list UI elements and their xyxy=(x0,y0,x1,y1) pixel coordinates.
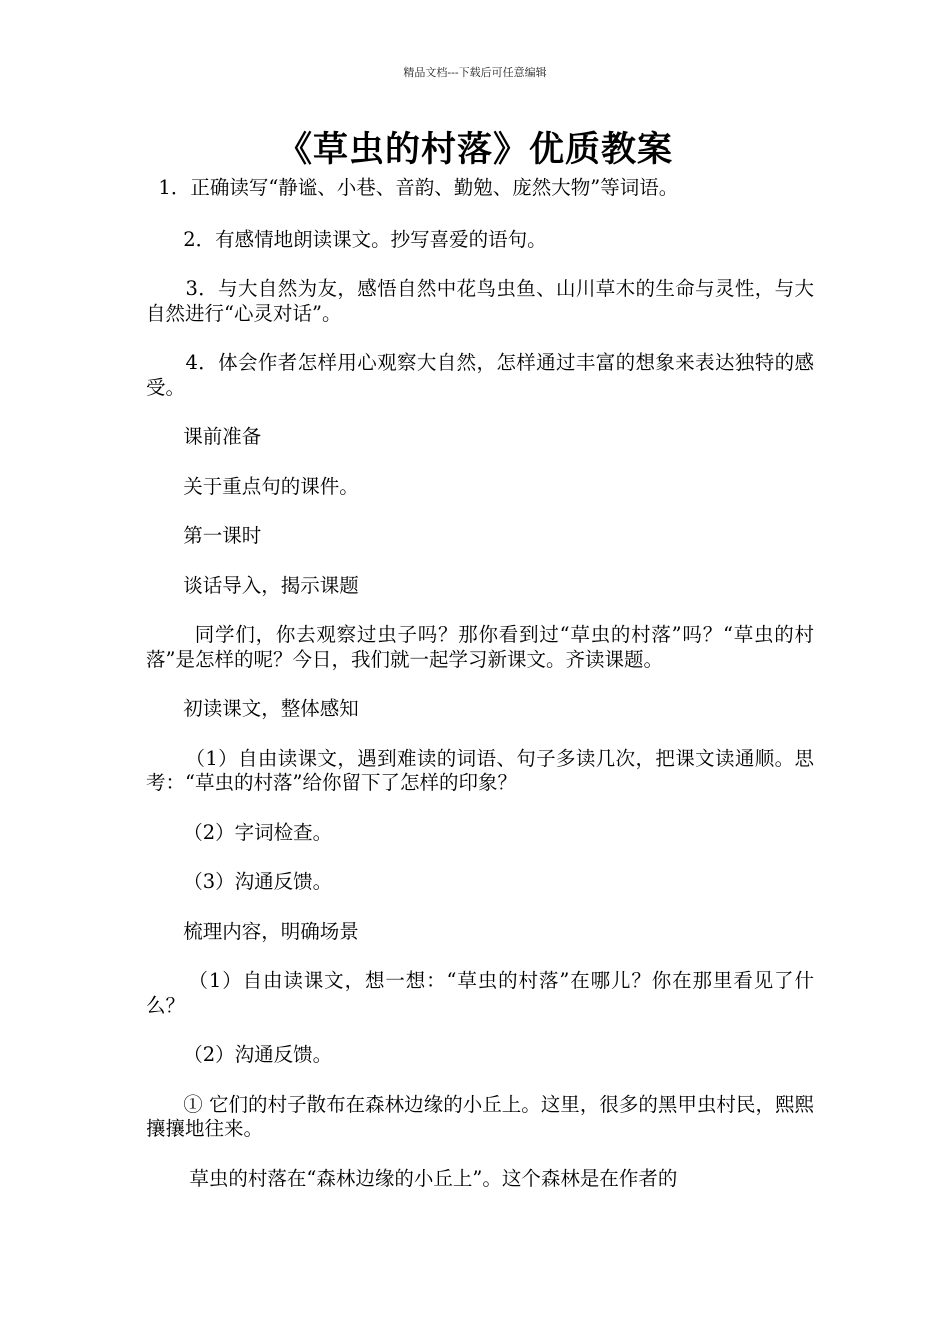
paragraph-indent xyxy=(146,1043,183,1066)
paragraph xyxy=(146,969,814,1018)
paragraph xyxy=(146,574,814,599)
paragraph-indent xyxy=(146,475,183,498)
document-body xyxy=(146,176,814,1216)
paragraph-text: 1．正确读写“静谧、小巷、音韵、勤勉、庞然大物”等词语。 xyxy=(158,176,679,199)
document-title: 《草虫的村落》优质教案 xyxy=(276,129,673,170)
paragraph-indent xyxy=(146,747,185,770)
paragraph xyxy=(146,524,814,549)
paragraph-text: 谈话导入，揭示课题 xyxy=(183,573,359,597)
paragraph xyxy=(146,1043,814,1068)
paragraph-text: 课前准备 xyxy=(183,425,262,448)
paragraph-indent xyxy=(146,1093,183,1116)
paragraph-text: 第一课时 xyxy=(183,524,262,547)
paragraph-indent xyxy=(146,969,189,992)
paragraph xyxy=(146,277,814,326)
paragraph xyxy=(146,821,814,846)
header-note: 精品文档---下载后可任意编辑 xyxy=(403,66,547,79)
paragraph-text: 梳理内容，明确场景 xyxy=(183,919,359,943)
paragraph xyxy=(146,623,814,672)
paragraph-indent xyxy=(146,351,185,374)
paragraph-indent xyxy=(146,176,158,199)
paragraph xyxy=(146,697,814,722)
paragraph-indent xyxy=(146,425,183,448)
paragraph-text: 2．有感情地朗读课文。抄写喜爱的语句。 xyxy=(183,227,547,251)
paragraph-text: 3．与大自然为友，感悟自然中花鸟虫鱼、山川草木的生命与灵性，与大自然进行“心灵对话”。 xyxy=(146,277,814,325)
paragraph-text: 关于重点句的课件。 xyxy=(183,474,359,498)
paragraph xyxy=(146,1093,814,1142)
paragraph-indent xyxy=(146,821,183,844)
paragraph xyxy=(146,475,814,500)
paragraph xyxy=(146,228,814,253)
paragraph-text: （1）自由读课文，遇到难读的词语、句子多读几次，把课文读通顺。思考：“草虫的村落”给你留下了怎样的印象？ xyxy=(146,746,814,794)
paragraph-indent xyxy=(146,1167,189,1190)
paragraph-text: ① 它们的村子散布在森林边缘的小丘上。这里，很多的黑甲虫村民，熙熙攘攘地往来。 xyxy=(146,1092,814,1140)
paragraph-text: （3）沟通反馈。 xyxy=(183,870,333,893)
paragraph-indent xyxy=(146,920,183,943)
paragraph xyxy=(146,425,814,450)
paragraph-text: 同学们，你去观察过虫子吗？那你看到过“草虫的村落”吗？“草虫的村落”是怎样的呢？今日，我们就一起学习新课文。齐读课题。 xyxy=(146,623,814,671)
paragraph-text: 草虫的村落在“森林边缘的小丘上”。这个森林是在作者的 xyxy=(189,1166,678,1190)
paragraph-text: 初读课文，整体感知 xyxy=(183,697,359,720)
paragraph-indent xyxy=(146,623,195,646)
paragraph-indent xyxy=(146,574,183,597)
paragraph-indent xyxy=(146,277,185,300)
paragraph-text: 4．体会作者怎样用心观察大自然，怎样通过丰富的想象来表达独特的感受。 xyxy=(146,351,814,399)
paragraph-indent xyxy=(146,524,183,547)
paragraph xyxy=(146,870,814,895)
paragraph-text: （2）字词检查。 xyxy=(183,820,333,844)
paragraph-indent xyxy=(146,228,183,251)
paragraph xyxy=(146,1167,814,1192)
paragraph xyxy=(146,920,814,945)
paragraph-text: （2）沟通反馈。 xyxy=(183,1043,333,1066)
paragraph xyxy=(146,747,814,796)
paragraph-indent xyxy=(146,697,183,720)
paragraph xyxy=(146,351,814,400)
paragraph-text: （1）自由读课文，想一想：“草虫的村落”在哪儿？你在那里看见了什么？ xyxy=(146,969,814,1017)
paragraph-indent xyxy=(146,870,183,893)
paragraph xyxy=(146,176,814,201)
